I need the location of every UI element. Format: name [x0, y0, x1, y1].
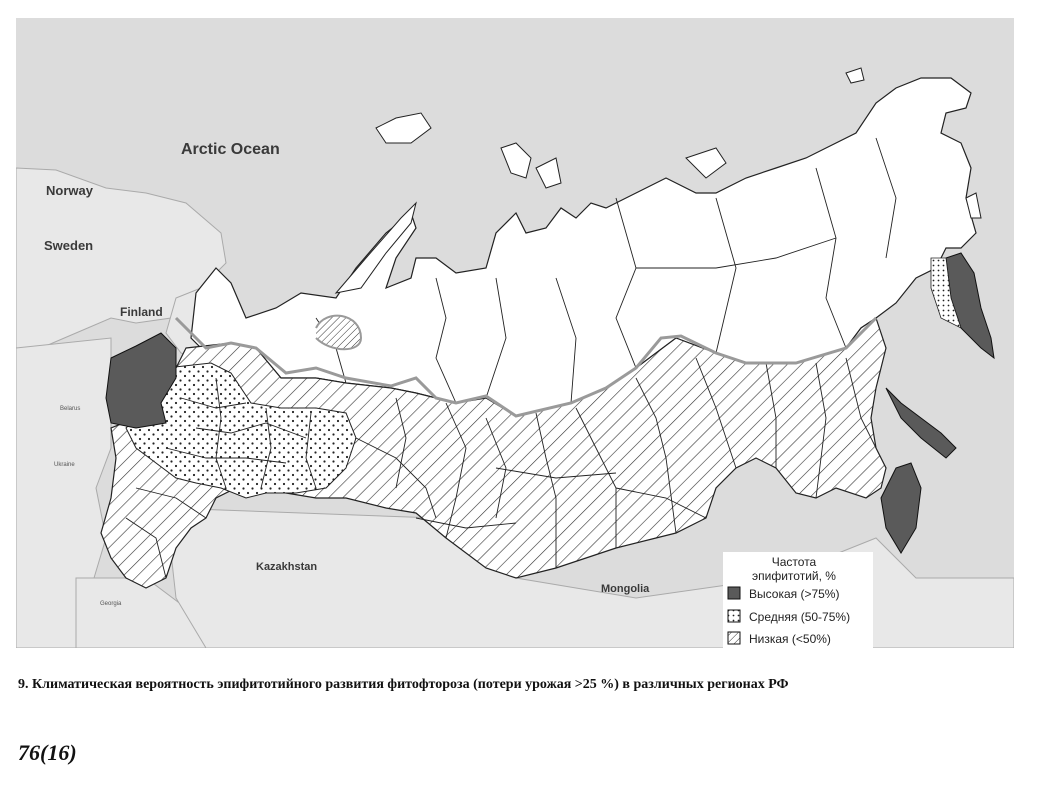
label-belarus: Belarus	[60, 406, 81, 412]
legend-label-high: Высокая (>75%)	[749, 587, 840, 601]
legend-swatch-high	[728, 587, 740, 599]
label-mongolia: Mongolia	[601, 583, 650, 595]
risk-map	[16, 18, 1014, 648]
legend-label-medium: Средняя (50-75%)	[749, 610, 851, 624]
label-georgia: Georgia	[100, 601, 122, 607]
legend-swatch-medium	[728, 610, 740, 622]
label-arctic-ocean: Arctic Ocean	[181, 141, 280, 158]
label-ukraine: Ukraine	[54, 462, 75, 468]
legend-label-low: Низкая (<50%)	[749, 632, 831, 646]
legend-swatch-low	[728, 632, 740, 644]
figure-caption: 9. Климатическая вероятность эпифитотийного развития фитофтороза (потери урожая >25 %) в различных регионах РФ	[18, 677, 789, 692]
label-norway: Norway	[46, 183, 93, 198]
map-legend	[723, 552, 873, 648]
label-sweden: Sweden	[44, 238, 94, 253]
label-finland: Finland	[120, 305, 163, 319]
label-kazakhstan: Kazakhstan	[256, 561, 318, 573]
kola-boundary-line	[316, 316, 361, 350]
page-number: 76(16)	[18, 740, 77, 765]
legend-title-line1: Частота	[771, 555, 817, 569]
legend-title-line2: эпифитотий, %	[752, 569, 836, 583]
